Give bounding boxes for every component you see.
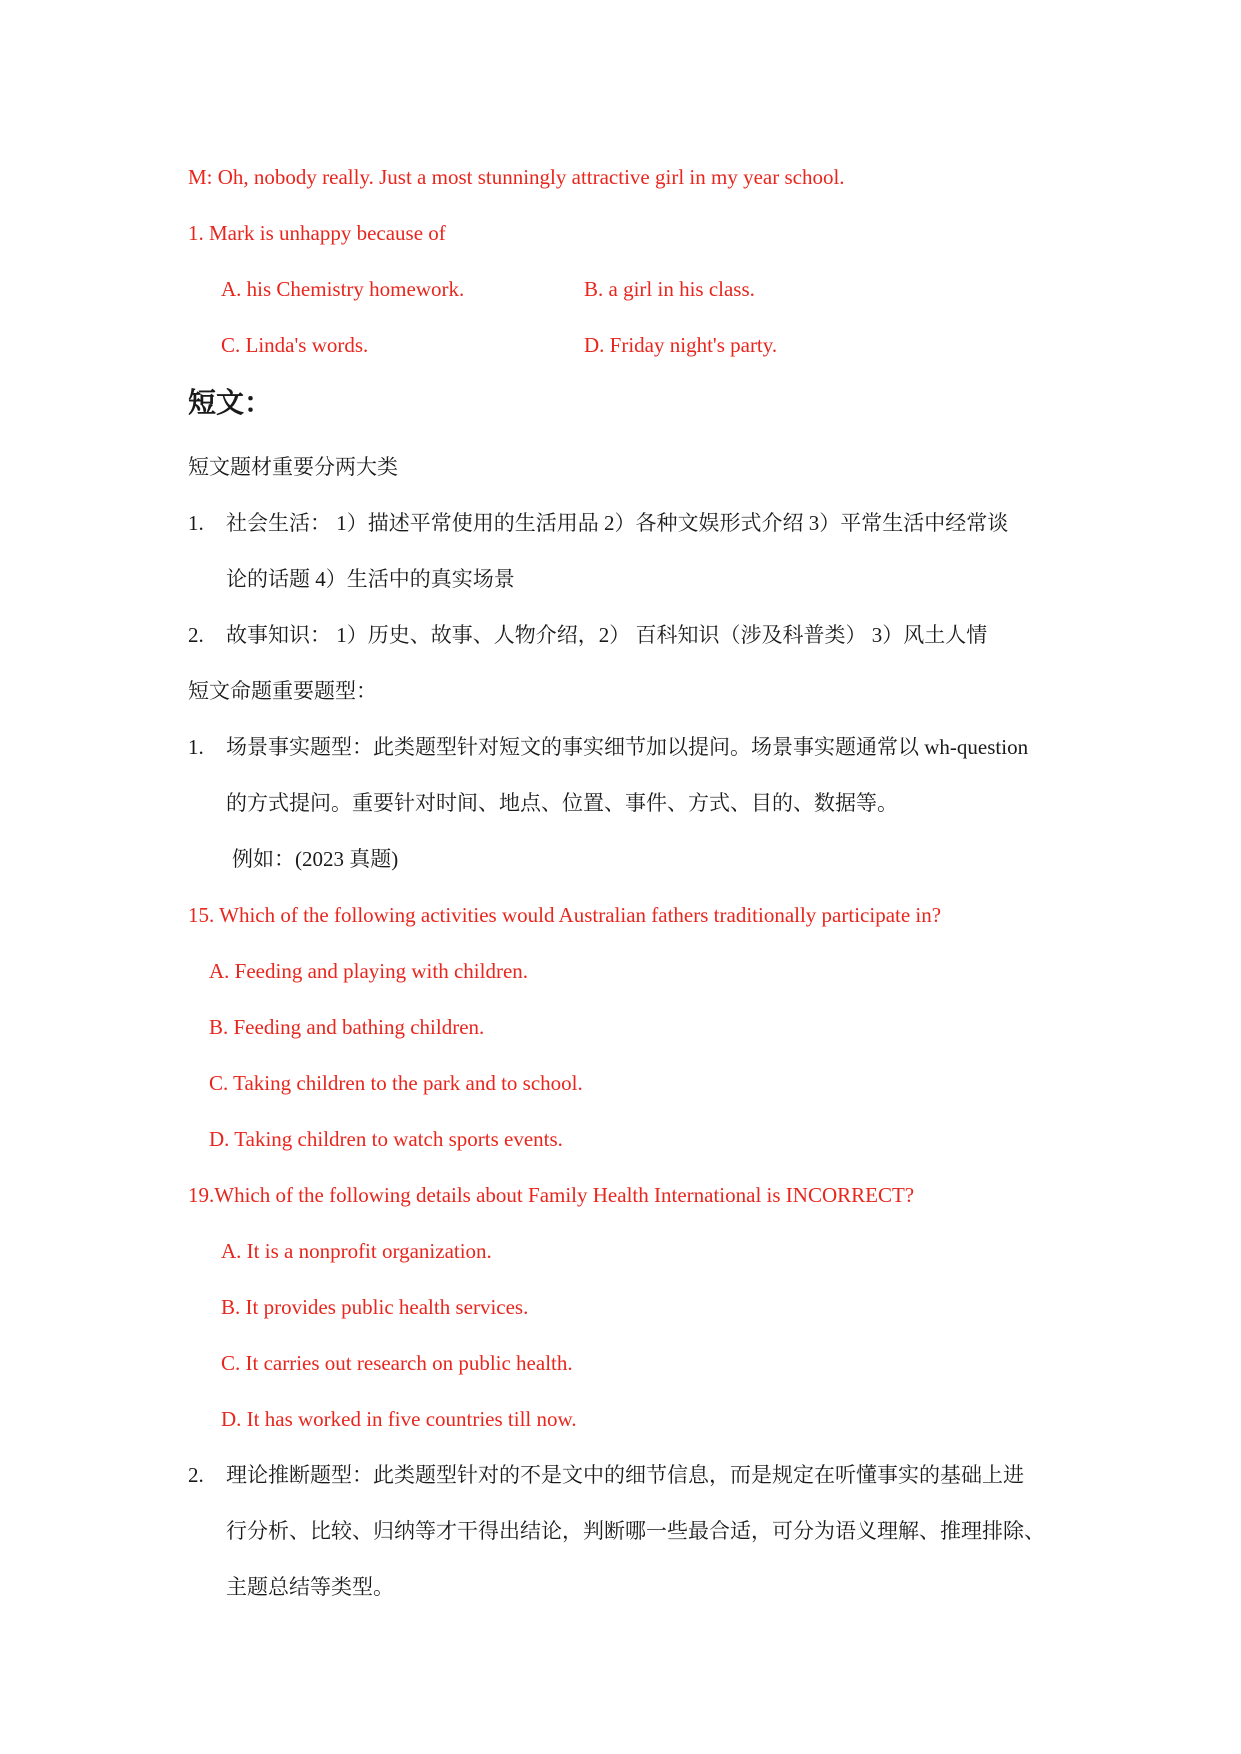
question-15-option-a: A. Feeding and playing with children. — [209, 959, 529, 983]
type-1-line-2: 的方式提问。重要针对时间、地点、位置、事件、方式、目的、数据等。 — [226, 791, 898, 815]
question-1-option-b: B. a girl in his class. — [584, 277, 755, 301]
topics-intro: 短文题材重要分两大类 — [188, 455, 398, 479]
question-1: 1. Mark is unhappy because of — [188, 221, 446, 245]
type-2-line-2: 行分析、比较、归纳等才干得出结论，判断哪一些最合适，可分为语义理解、推理排除、 — [226, 1519, 1045, 1543]
type-2-number: 2. — [188, 1463, 204, 1487]
topic-1-line-1: 社会生活： 1）描述平常使用的生活用品 2）各种文娱形式介绍 3）平常生活中经常谈 — [226, 511, 1009, 535]
question-19-option-c: C. It carries out research on public health. — [221, 1351, 573, 1375]
question-19-option-a: A. It is a nonprofit organization. — [221, 1239, 492, 1263]
type-1-line-1: 场景事实题型：此类题型针对短文的事实细节加以提问。场景事实题通常以 wh-question — [226, 735, 1029, 759]
question-19-option-b: B. It provides public health services. — [221, 1295, 529, 1319]
question-19: 19.Which of the following details about Family Health International is INCORRECT? — [188, 1183, 915, 1207]
question-15-option-d: D. Taking children to watch sports events. — [209, 1127, 563, 1151]
question-19-option-d: D. It has worked in five countries till now. — [221, 1407, 577, 1431]
section-heading: 短文： — [188, 386, 273, 419]
topic-1-line-2: 论的话题 4）生活中的真实场景 — [226, 567, 515, 591]
type-2-line-1: 理论推断题型：此类题型针对的不是文中的细节信息，而是规定在听懂事实的基础上进 — [226, 1463, 1024, 1487]
question-15-option-c: C. Taking children to the park and to school. — [209, 1071, 583, 1095]
question-15: 15. Which of the following activities would Australian fathers traditionally participate in? — [188, 903, 942, 927]
question-1-option-c: C. Linda's words. — [221, 333, 369, 357]
topic-2-number: 2. — [188, 623, 204, 647]
type-1-number: 1. — [188, 735, 204, 759]
type-2-line-3: 主题总结等类型。 — [226, 1575, 394, 1599]
topic-1-number: 1. — [188, 511, 204, 535]
question-15-option-b: B. Feeding and bathing children. — [209, 1015, 485, 1039]
topic-2-line-1: 故事知识： 1）历史、故事、人物介绍，2） 百科知识（涉及科普类） 3）风土人情 — [226, 623, 988, 647]
dialogue-line: M: Oh, nobody really. Just a most stunningly attractive girl in my year school. — [188, 165, 845, 189]
question-1-option-d: D. Friday night's party. — [584, 333, 778, 357]
question-1-option-a: A. his Chemistry homework. — [221, 277, 465, 301]
type-1-example: 例如：(2023 真题) — [232, 847, 399, 871]
types-intro: 短文命题重要题型： — [188, 679, 377, 703]
